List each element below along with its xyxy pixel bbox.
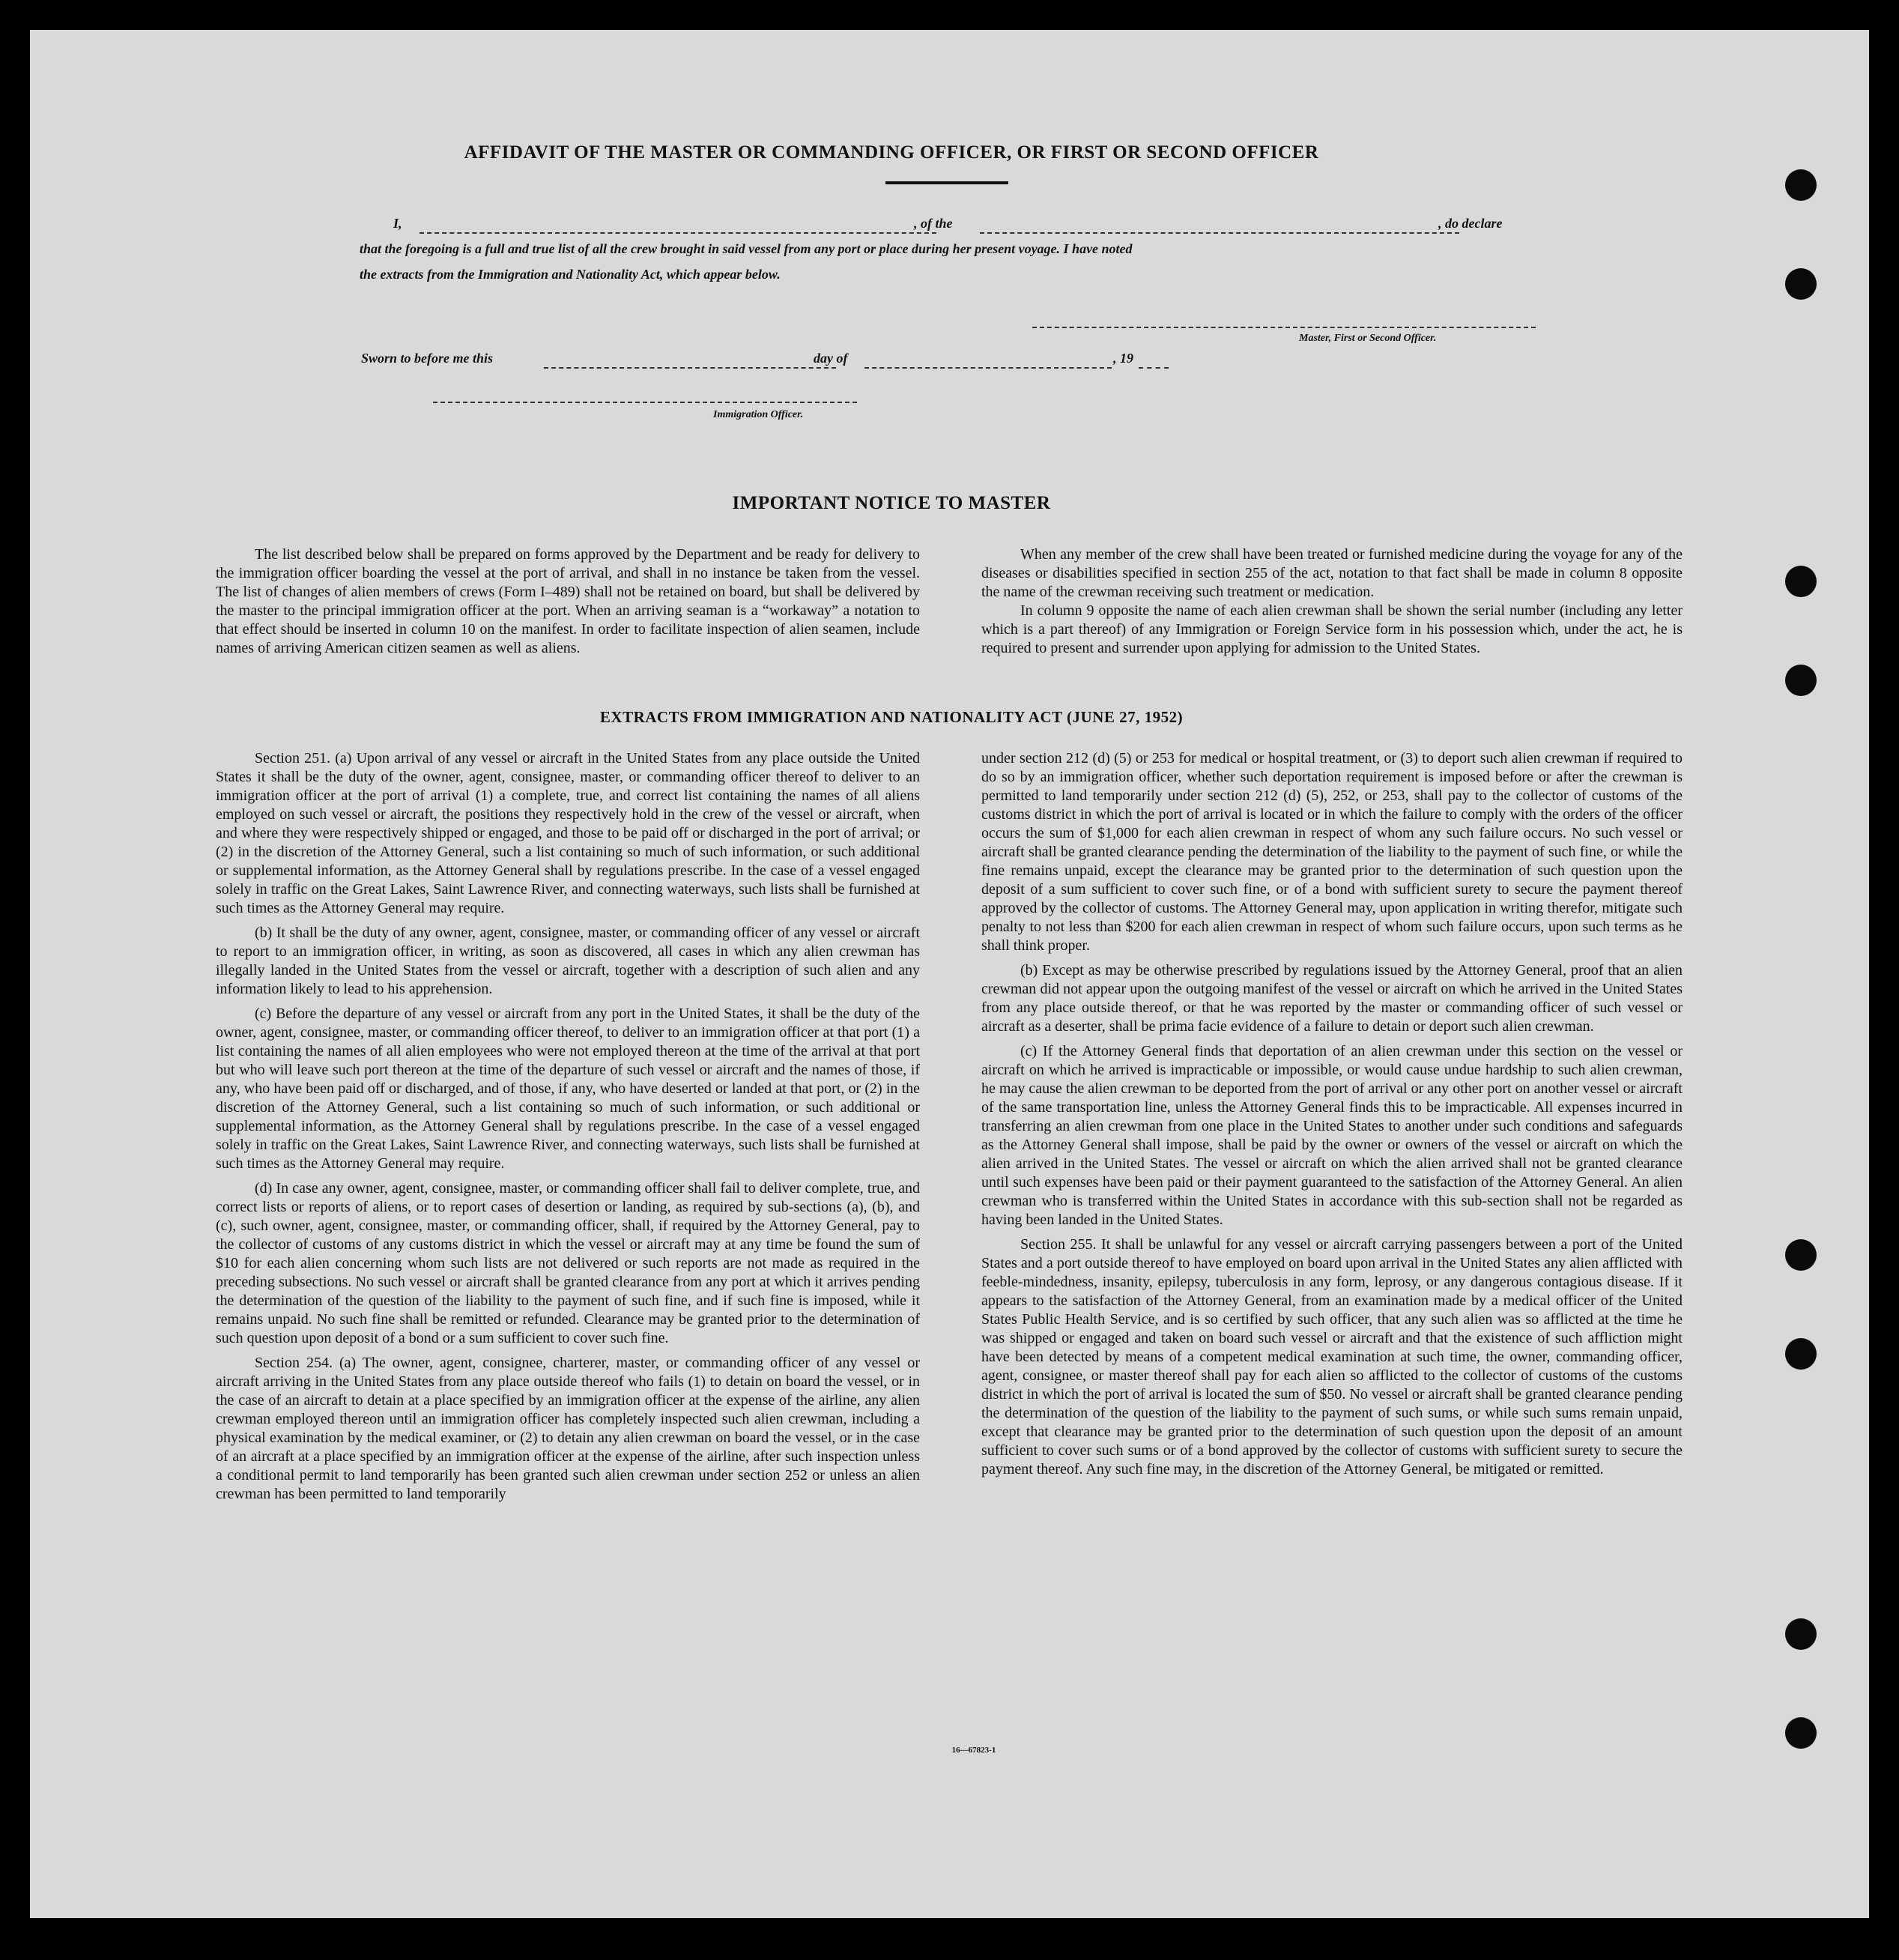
master-caption: Master, First or Second Officer.	[1299, 333, 1437, 344]
notice-right-column	[981, 545, 1683, 658]
punch-hole	[1785, 1239, 1817, 1271]
sworn-label: Sworn to before me this	[361, 351, 494, 366]
title-rule	[885, 181, 1008, 184]
vessel-blank[interactable]	[980, 232, 1459, 234]
section-251-b: (b) It shall be the duty of any owner, agent, consignee, master, or commanding officer of any vessel or aircraft to report to an immigration officer, in writing, as soon as discovered, all cases in which any alien crewman has illegally landed in the United States from the vessel or aircraft, together with a description of such alien and any information likely to lead to his apprehension.	[216, 925, 920, 997]
punch-hole	[1785, 1717, 1817, 1749]
punch-hole	[1785, 566, 1817, 597]
affidavit-of-the-label: , of the	[914, 216, 953, 231]
punch-hole	[1785, 169, 1817, 201]
notice-left-paragraph: The list described below shall be prepared on forms approved by the Department and be ready for delivery to the immigration officer boarding the vessel at the port of arrival, and shall in no instance be taken from the vessel. The list of changes of alien members of crews (Form I–489) shall not be retained on board, but shall be delivered by the master to the principal immigration officer at the port. When an arriving seaman is a “workaway” a notation to that effect should be inserted in column 10 on the manifest. In order to facilitate inspection of alien seamen, include names of arriving American citizen seamen as well as aliens.	[216, 546, 920, 656]
section-254-c: (c) If the Attorney General finds that deportation of an alien crewman under this section on the vessel or aircraft on which he arrived is impracticable or impossible, or would cause undue hardship to such alien crewman, he may cause the alien crewman to be deported from the port of arrival or any other port on another vessel or aircraft of the same transportation line, unless the Attorney General finds this to be impracticable. All expenses incurred in transferring an alien crewman from one place in the United States to another under such conditions and safeguards as the Attorney General shall impose, shall be paid by the owner or owners of the vessel or aircraft on which the alien arrived in the United States. The vessel or aircraft on which the alien arrived shall not be granted clearance until such expenses have been paid or their payment guaranteed to the satisfaction of the Attorney General. An alien crewman who is transferred within the United States in accordance with this sub-section shall not be regarded as having been landed in the United States.	[981, 1043, 1683, 1228]
affidavit-i-label: I,	[393, 216, 402, 231]
section-254-b: (b) Except as may be otherwise prescribed by regulations issued by the Attorney General, proof that an alien crewman did not appear upon the outgoing manifest of the vessel or aircraft on which he arrived in the United States from any place outside thereof, or that he was reported by the master or commanding officer of such vessel or aircraft as a deserter, shall be prima facie evidence of a failure to detain or deport such alien crewman.	[981, 962, 1683, 1035]
affidavit-line-2: that the foregoing is a full and true list of all the crew brought in said vessel from any port or place during her present voyage. I have noted	[360, 241, 1133, 256]
section-254-a: Section 254. (a) The owner, agent, consignee, charterer, master, or commanding officer of any vessel or aircraft arriving in the United States from any place outside thereof who fails (1) to detain on board the vessel, or in the case of an aircraft to detain at a place specified by an immigration officer at the expense of the airline, any alien crewman employed thereon until an immigration officer has completely inspected such alien crewman, including a physical examination by the medical examiner, or (2) to detain any alien crewman on board the vessel, or in the case of an aircraft at a place specified by an immigration officer at the expense of the airline, after such inspection unless a conditional permit to land temporarily has been granted such alien crewman under section 252 or unless an alien crewman has been permitted to land temporarily	[216, 1355, 920, 1502]
section-251-a: Section 251. (a) Upon arrival of any vessel or aircraft in the United States from any place outside the United States it shall be the duty of the owner, agent, consignee, master, or commanding officer thereof to deliver to an immigration officer at the port of arrival (1) a complete, true, and correct list containing the names of all aliens employed on such vessel or aircraft, the positions they respectively hold in the crew of the vessel or aircraft, when and where they were respectively shipped or engaged, and those to be paid off or discharged in the port of arrival; or (2) in the discretion of the Attorney General, such a list containing so much of such information, or such additional or supplemental information, as the Attorney General shall by regulations prescribe. In the case of a vessel engaged solely in traffic on the Great Lakes, Saint Lawrence River, and connecting waterways, such lists shall be furnished at such times as the Attorney General may require.	[216, 750, 920, 916]
notice-title: IMPORTANT NOTICE TO MASTER	[732, 493, 1051, 513]
notice-left-column	[216, 545, 920, 658]
document-page	[30, 30, 1869, 1918]
notice-right-paragraph-1: When any member of the crew shall have been treated or furnished medicine during the voyage for any of the diseases or disabilities specified in section 255 of the act, notation to that fact shall be made in column 8 opposite the name of the crewman receiving such treatment or medication.	[981, 546, 1683, 600]
section-255: Section 255. It shall be unlawful for any vessel or aircraft carrying passengers between a port of the United States and a port outside thereof to have employed on board upon arrival in the United States any alien afflicted with feeble-mindedness, insanity, epilepsy, tuberculosis in any form, leprosy, or any dangerous contagious disease. If it appears to the satisfaction of the Attorney General, from an examination made by a medical officer of the United States Public Health Service, and is so certified by such officer, that any such alien was so afflicted at the time he was shipped or engaged and taken on board such vessel or aircraft and that the existence of such affliction might have been detected by means of a competent medical examination at such time, the owner, commanding officer, agent, consignee, or master thereof shall pay for each alien so afflicted to the collector of customs of the customs district in which the port of arrival is located the sum of $50. No vessel or aircraft shall be granted clearance pending the determination of the question of the liability to the payment of such sums, or while such sums remain unpaid, except that clearance may be granted prior to the determination of such question upon the deposit of an amount sufficient to cover such sums or of a bond approved by the collector of customs with sufficient surety to secure the payment thereof. Any such fine may, in the discretion of the Attorney General, be mitigated or remitted.	[981, 1236, 1683, 1477]
affidavit-line-3: the extracts from the Immigration and Nationality Act, which appear below.	[360, 267, 781, 282]
section-251-c: (c) Before the departure of any vessel or aircraft from any port in the United States, it shall be the duty of the owner, agent, consignee, master, or commanding officer thereof, to deliver to an immigration officer at that port (1) a list containing the names of all alien employees who were not employed thereon at the time of the arrival at that port but who will leave such port thereon at the time of the departure of such vessel or aircraft and the names of those, if any, who have been paid off or discharged, and of those, if any, who have deserted or landed at that port, or (2) in the discretion of the Attorney General, such a list containing so much of such information, or such additional or supplemental information, as the Attorney General shall by regulations prescribe. In the case of a vessel engaged solely in traffic on the Great Lakes, Saint Lawrence River, and connecting waterways, such lists shall be furnished at such times as the Attorney General may require.	[216, 1005, 920, 1172]
master-signature-line[interactable]	[1032, 327, 1536, 328]
punch-hole	[1785, 1338, 1817, 1370]
extracts-left-column	[216, 749, 920, 1510]
section-254-a-continued: under section 212 (d) (5) or 253 for medical or hospital treatment, or (3) to deport such alien crewman if required to do so by an immigration officer, whether such deportation requirement is imposed before or after the crewman is permitted to land temporarily under section 212 (d) (5), 252, or 253, shall pay to the collector of customs of the customs district in which the port of arrival is located or in which the failure to comply with the orders of the officer occurs the sum of $1,000 for each alien crewman in respect of whom any such failure occurs. No such vessel or aircraft shall be granted clearance pending the determination of the liability to the payment of such fine, or while the fine remains unpaid, except the clearance may be granted prior to the determination of such question upon the deposit of a sum sufficient to cover such fine, or of a bond with sufficient surety to secure the payment thereof approved by the collector of customs. The Attorney General may, upon application in writing therefor, mitigate such penalty to not less than $200 for each alien crewman in respect of whom such failure occurs, upon such terms as he shall think proper.	[981, 750, 1683, 954]
extracts-title: EXTRACTS FROM IMMIGRATION AND NATIONALITY ACT (JUNE 27, 1952)	[599, 708, 1184, 726]
day-of-label: day of	[814, 351, 848, 366]
year-blank[interactable]	[1139, 367, 1169, 369]
sworn-day-blank[interactable]	[544, 367, 836, 369]
section-251-d: (d) In case any owner, agent, consignee, master, or commanding officer shall fail to deliver complete, true, and correct lists or reports of aliens, or to report cases of desertion or landing, as required by sub-sections (a), (b), and (c), such owner, agent, consignee, master, or commanding officer, shall, if required by the Attorney General, pay to the collector of customs of any customs district in which the vessel or aircraft may at any time be found the sum of $10 for each alien concerning whom such lists are not delivered or such reports are not made as required in the preceding subsections. No such vessel or aircraft shall be granted clearance from any port at which it arrives pending the determination of the question of the liability to the payment of such fine, and if such fine is imposed, while it remains unpaid. No such fine shall be remitted or refunded. Clearance may be granted prior to the determination of such question upon deposit of a bond or a sum sufficient to cover such fine.	[216, 1180, 920, 1346]
immigration-officer-signature-line[interactable]	[433, 402, 857, 403]
extracts-right-column	[981, 749, 1683, 1485]
affidavit-title: AFFIDAVIT OF THE MASTER OR COMMANDING OFFICER, OR FIRST OR SECOND OFFICER	[464, 142, 1319, 163]
month-blank[interactable]	[864, 367, 1112, 369]
form-number: 16—67823-1	[951, 1746, 996, 1755]
year-label: , 19	[1113, 351, 1133, 366]
punch-hole	[1785, 1618, 1817, 1650]
immigration-caption: Immigration Officer.	[713, 409, 804, 420]
notice-right-paragraph-2: In column 9 opposite the name of each alien crewman shall be shown the serial number (including any letter which is a part thereof) of any Immigration or Foreign Service form in his possession which, under the act, he is required to present and surrender upon applying for admission to the United States.	[981, 602, 1683, 656]
affidavit-declare-label: , do declare	[1438, 216, 1503, 231]
punch-hole	[1785, 665, 1817, 696]
name-blank[interactable]	[420, 232, 936, 234]
punch-hole	[1785, 268, 1817, 300]
